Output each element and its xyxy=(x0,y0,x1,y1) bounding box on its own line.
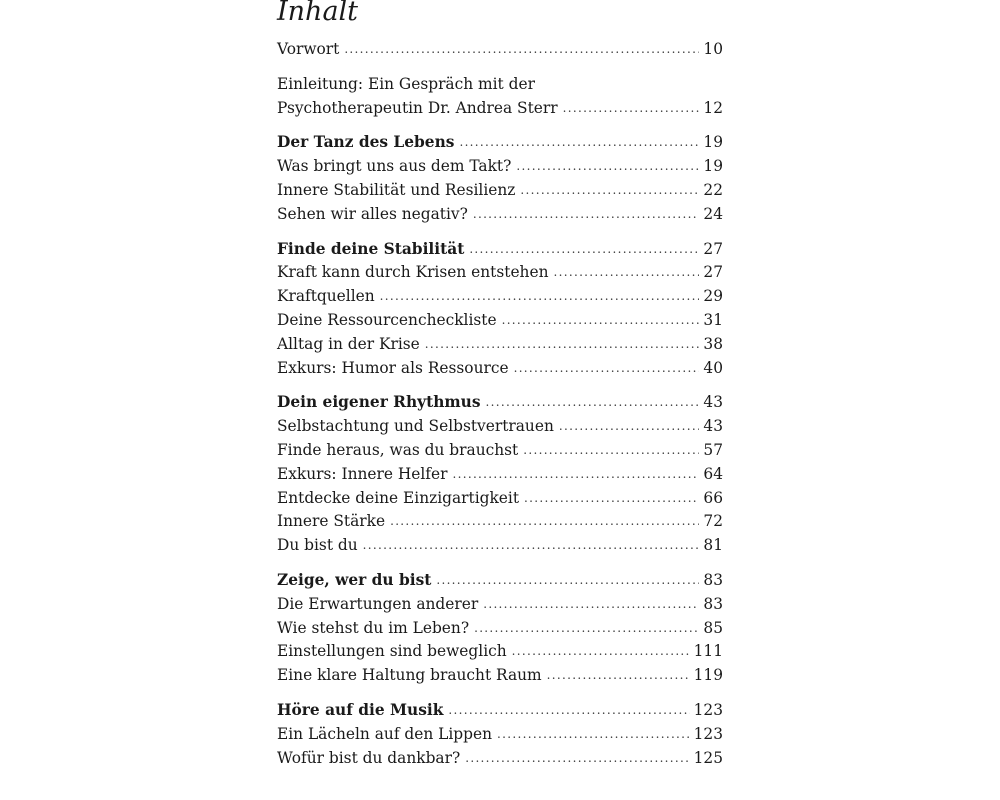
page-number: 83 xyxy=(703,594,723,613)
dot-leader xyxy=(514,357,700,381)
chapter-title: Der Tanz des Lebens xyxy=(277,133,455,152)
page-number: 19 xyxy=(703,133,723,152)
chapter-entry[interactable] xyxy=(277,699,723,723)
dot-leader xyxy=(448,699,689,723)
toc-entry[interactable] xyxy=(277,261,723,285)
entry-title: Wie stehst du im Leben? xyxy=(277,618,470,637)
page-number: 31 xyxy=(703,310,723,329)
entry-title: Einleitung: Ein Gespräch mit der xyxy=(277,74,535,93)
chapter-entry[interactable] xyxy=(277,131,723,155)
page-number: 19 xyxy=(703,157,723,176)
page-number: 38 xyxy=(703,334,723,353)
table-of-contents xyxy=(277,0,723,770)
entry-title: Exkurs: Humor als Ressource xyxy=(277,358,509,377)
page-number: 29 xyxy=(703,287,723,306)
entry-title: Kraft kann durch Krisen entstehen xyxy=(277,263,549,282)
dot-leader xyxy=(390,510,699,534)
toc-section xyxy=(277,699,723,770)
dot-leader xyxy=(483,593,699,617)
toc-entry[interactable] xyxy=(277,97,723,121)
entry-title: Die Erwartungen anderer xyxy=(277,594,479,613)
toc-entry[interactable] xyxy=(277,309,723,333)
page-number: 111 xyxy=(693,642,723,661)
page-number: 27 xyxy=(703,263,723,282)
toc-entry[interactable] xyxy=(277,155,723,179)
entry-title: Vorwort xyxy=(277,40,340,58)
page-number: 125 xyxy=(693,748,723,767)
page-number: 83 xyxy=(703,570,723,589)
dot-leader xyxy=(497,723,690,747)
toc-entry[interactable] xyxy=(277,510,723,534)
entry-title: Selbstachtung und Selbstvertrauen xyxy=(277,417,554,436)
dot-leader xyxy=(547,664,690,688)
entry-title: Sehen wir alles negativ? xyxy=(277,204,468,223)
chapter-title: Dein eigener Rhythmus xyxy=(277,393,481,412)
page-number: 43 xyxy=(703,417,723,436)
page-number: 43 xyxy=(703,393,723,412)
toc-entry[interactable] xyxy=(277,617,723,641)
dot-leader xyxy=(559,415,700,439)
toc-entry[interactable] xyxy=(277,415,723,439)
dot-leader xyxy=(563,97,700,121)
dot-leader xyxy=(469,238,699,262)
page-number: 10 xyxy=(703,40,723,58)
entry-title: Psychotherapeutin Dr. Andrea Sterr xyxy=(277,98,558,117)
dot-leader xyxy=(520,179,699,203)
chapter-title: Höre auf die Musik xyxy=(277,700,444,719)
page-title: Inhalt xyxy=(277,0,359,27)
toc-entry[interactable] xyxy=(277,357,723,381)
entry-title: Innere Stärke xyxy=(277,512,386,531)
entry-title: Eine klare Haltung braucht Raum xyxy=(277,666,542,685)
chapter-entry[interactable] xyxy=(277,391,723,415)
page-number: 24 xyxy=(703,204,723,223)
entry-title: Du bist du xyxy=(277,536,358,555)
chapter-title: Zeige, wer du bist xyxy=(277,570,432,589)
page-number: 81 xyxy=(703,536,723,555)
dot-leader xyxy=(363,534,700,558)
dot-leader xyxy=(502,309,700,333)
page-number: 57 xyxy=(703,440,723,459)
toc-entry[interactable] xyxy=(277,439,723,463)
toc-entry[interactable] xyxy=(277,333,723,357)
entry-title: Finde heraus, was du brauchst xyxy=(277,440,519,459)
dot-leader xyxy=(436,569,699,593)
entry-title: Ein Lächeln auf den Lippen xyxy=(277,724,493,743)
dot-leader xyxy=(524,487,699,511)
page-number: 22 xyxy=(703,180,723,199)
toc-entry[interactable] xyxy=(277,640,723,664)
dot-leader xyxy=(425,333,700,357)
page-number: 123 xyxy=(693,724,723,743)
page-number: 27 xyxy=(703,239,723,258)
toc-entry[interactable] xyxy=(277,747,723,771)
toc-entry[interactable] xyxy=(277,593,723,617)
entry-title: Kraftquellen xyxy=(277,287,375,306)
toc-entry[interactable] xyxy=(277,487,723,511)
entry-title: Exkurs: Innere Helfer xyxy=(277,464,448,483)
dot-leader xyxy=(344,38,699,62)
dot-leader xyxy=(380,285,700,309)
toc-entry[interactable] xyxy=(277,723,723,747)
toc-entry[interactable] xyxy=(277,285,723,309)
dot-leader xyxy=(474,617,699,641)
toc-entry[interactable] xyxy=(277,463,723,487)
dot-leader xyxy=(459,131,699,155)
toc-entry[interactable] xyxy=(277,73,723,97)
toc-section xyxy=(277,391,723,558)
toc-section xyxy=(277,73,723,121)
toc-section xyxy=(277,38,723,62)
toc-section xyxy=(277,569,723,688)
toc-entry[interactable] xyxy=(277,534,723,558)
dot-leader xyxy=(452,463,699,487)
dot-leader xyxy=(465,747,689,771)
entry-title: Innere Stabilität und Resilienz xyxy=(277,180,516,199)
dot-leader xyxy=(516,155,699,179)
chapter-entry[interactable] xyxy=(277,238,723,262)
page-number: 123 xyxy=(693,700,723,719)
entry-title: Entdecke deine Einzigartigkeit xyxy=(277,488,520,507)
toc-entry[interactable] xyxy=(277,179,723,203)
page-number: 40 xyxy=(703,358,723,377)
page-number: 12 xyxy=(703,98,723,117)
chapter-title: Finde deine Stabilität xyxy=(277,239,465,258)
entry-title: Wofür bist du dankbar? xyxy=(277,748,461,767)
page-number: 85 xyxy=(703,618,723,637)
entry-title: Alltag in der Krise xyxy=(277,334,420,353)
entry-title: Einstellungen sind beweglich xyxy=(277,642,507,661)
toc-entry[interactable] xyxy=(277,203,723,227)
entry-title: Was bringt uns aus dem Takt? xyxy=(277,157,512,176)
entry-title: Deine Ressourcencheckliste xyxy=(277,310,497,329)
dot-leader xyxy=(473,203,700,227)
dot-leader xyxy=(554,261,700,285)
dot-leader xyxy=(523,439,699,463)
toc-sections xyxy=(277,38,723,770)
dot-leader xyxy=(512,640,690,664)
page-number: 66 xyxy=(703,488,723,507)
page-number: 64 xyxy=(703,464,723,483)
toc-section xyxy=(277,131,723,226)
page-number: 72 xyxy=(703,512,723,531)
toc-entry[interactable] xyxy=(277,38,723,62)
toc-entry[interactable] xyxy=(277,664,723,688)
chapter-entry[interactable] xyxy=(277,569,723,593)
dot-leader xyxy=(486,391,700,415)
page-number: 119 xyxy=(693,666,723,685)
toc-section xyxy=(277,238,723,381)
